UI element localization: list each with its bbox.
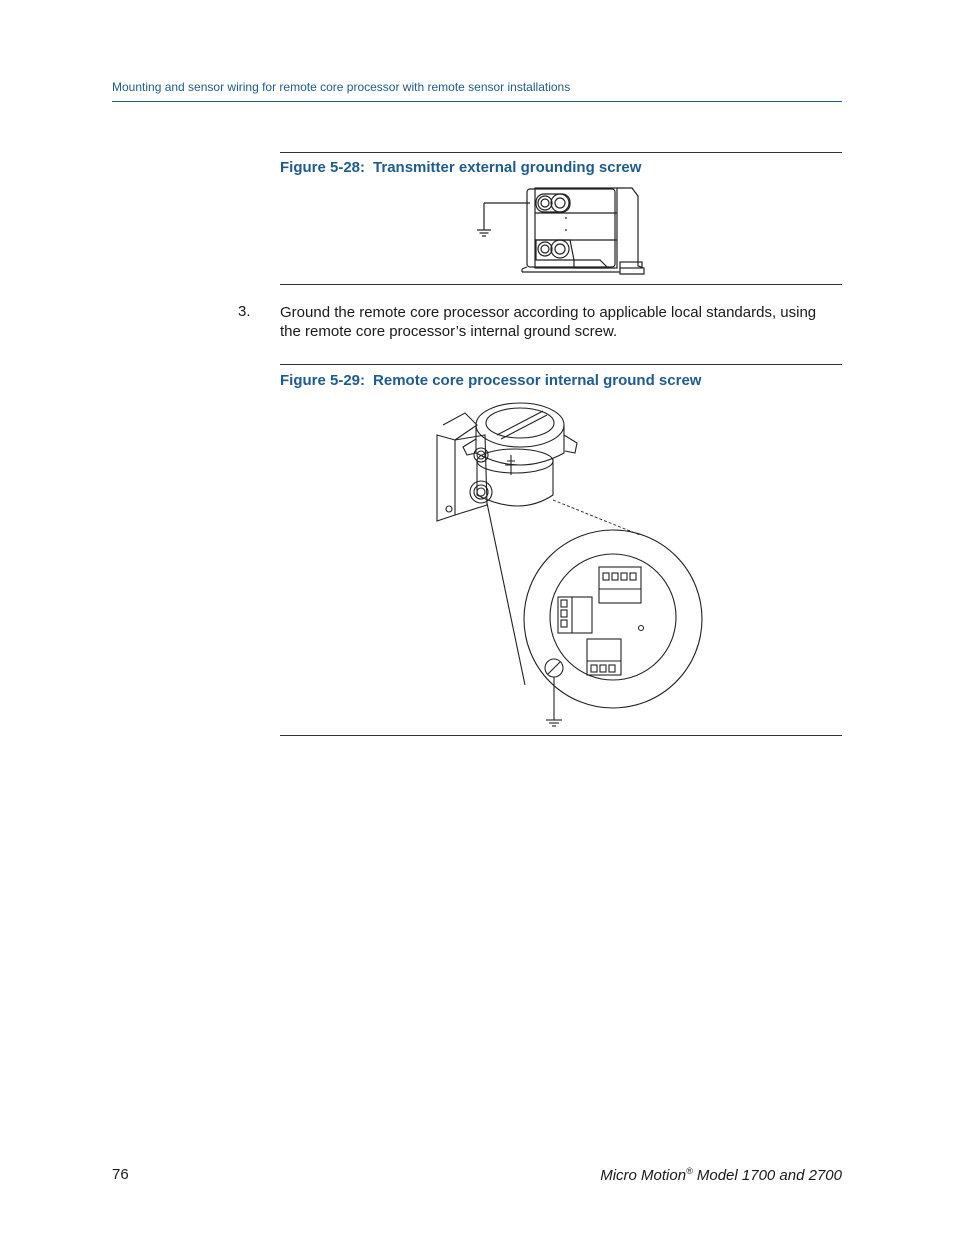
leader-line-right xyxy=(553,500,640,535)
terminal-block-top xyxy=(599,567,641,603)
step-number: 3. xyxy=(238,303,251,320)
transmitter-housing xyxy=(527,189,615,267)
header-rule xyxy=(112,101,842,102)
figure-29-top-rule xyxy=(280,364,842,365)
terminal-block-left xyxy=(558,597,592,633)
figure-29-number: Figure 5-29: xyxy=(280,372,366,389)
registered-mark: ® xyxy=(686,1166,693,1176)
figure-29-title: Remote core processor internal ground screw xyxy=(373,372,702,389)
processor-body xyxy=(477,459,553,506)
footer-product-name: Micro Motion xyxy=(600,1167,687,1184)
figure-28-top-rule xyxy=(280,152,842,153)
figure-28-caption xyxy=(280,159,641,176)
figure-29-bottom-rule xyxy=(280,735,842,736)
page-number: 76 xyxy=(112,1166,129,1183)
running-header: Mounting and sensor wiring for remote core processor with remote sensor installations xyxy=(112,80,571,94)
ground-screw-top xyxy=(538,196,552,210)
terminal-block-bottom xyxy=(587,639,621,675)
figure-28-bottom-rule xyxy=(280,284,842,285)
core-processor-illustration xyxy=(415,395,715,730)
figure-28-number: Figure 5-28: xyxy=(280,159,366,176)
footer-model-text: Model 1700 and 2700 xyxy=(692,1167,842,1184)
figure-28-title: Transmitter external grounding screw xyxy=(373,159,642,176)
processor-cover xyxy=(476,403,564,447)
ground-screw-bottom xyxy=(538,242,552,256)
leader-line-left xyxy=(487,503,525,685)
transmitter-grounding-illustration xyxy=(470,184,660,278)
footer-product-title xyxy=(600,1166,842,1184)
figure-29-caption xyxy=(280,372,701,389)
processor-interior-circle xyxy=(524,530,702,708)
step-text: Ground the remote core processor according to applicable local standards, using the remote core processor’s internal ground screw. xyxy=(280,304,817,340)
